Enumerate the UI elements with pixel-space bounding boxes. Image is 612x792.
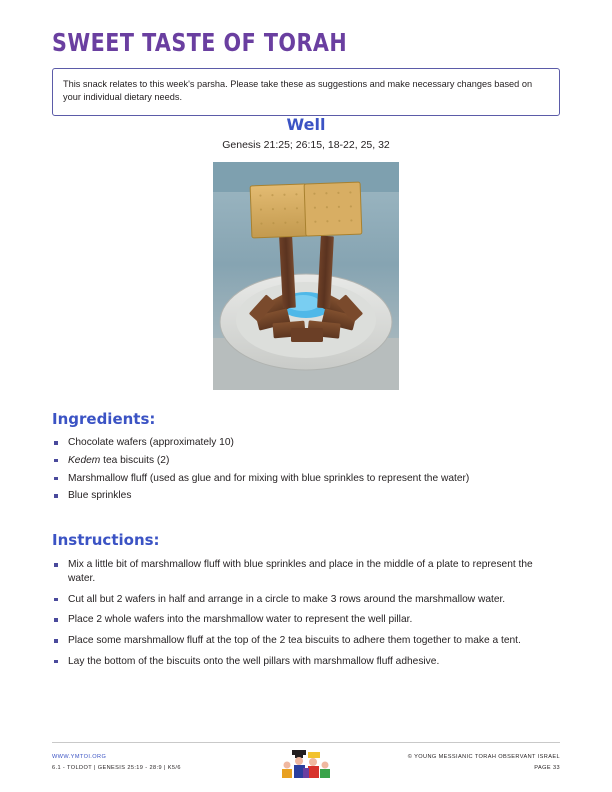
recipe-photo — [213, 162, 399, 390]
kedem-brand: Kedem — [68, 454, 101, 466]
list-item: Blue sprinkles — [52, 489, 562, 503]
footer-left — [52, 752, 181, 773]
list-item: Chocolate wafers (approximately 10) — [52, 436, 562, 450]
list-item: Lay the bottom of the biscuits onto the well pillars with marshmallow fluff adhesive. — [52, 655, 562, 669]
recipe-title: Well — [286, 115, 326, 134]
notice-text: This snack relates to this week's parsha. Please take these as suggestions and make necessary changes based on your individual dietary needs. — [63, 79, 533, 103]
list-item: Marshmallow fluff (used as glue and for mixing with blue sprinkles to represent the water) — [52, 472, 562, 486]
footer-copyright: © YOUNG MESSIANIC TORAH OBSERVANT ISRAEL — [407, 754, 560, 760]
list-item: Place 2 whole wafers into the marshmallow water to represent the well pillar. — [52, 613, 562, 627]
footer-right — [408, 752, 560, 773]
list-item: Mix a little bit of marshmallow fluff with blue sprinkles and place in the middle of a plate to represent the water. — [52, 558, 562, 586]
list-item: Cut all but 2 wafers in half and arrange in a circle to make 3 rows around the marshmallow water. — [52, 593, 562, 607]
instructions-list — [52, 558, 562, 676]
footer-website[interactable]: WWW.YMTOI.ORG — [52, 754, 107, 760]
recipe-scripture-reference: Genesis 21:25; 26:15, 18-22, 25, 32 — [222, 139, 390, 151]
footer-page-number: PAGE 33 — [534, 764, 560, 771]
notice-box — [52, 68, 560, 116]
footer-parsha-reference: 6.1 - TOLDOT | GENESIS 25:19 - 28:9 | K5/6 — [52, 764, 181, 771]
footer-divider — [52, 742, 560, 743]
page-title: SWEET TASTE OF TORAH — [52, 28, 348, 57]
list-item: Place some marshmallow fluff at the top of the 2 tea biscuits to adhere them together to make a tent. — [52, 634, 562, 648]
ingredients-heading: Ingredients: — [52, 410, 156, 428]
instructions-heading: Instructions: — [52, 531, 160, 549]
ymtoi-logo — [270, 748, 342, 780]
list-item: Kedem tea biscuits (2) — [52, 454, 562, 468]
ingredients-list — [52, 436, 562, 507]
